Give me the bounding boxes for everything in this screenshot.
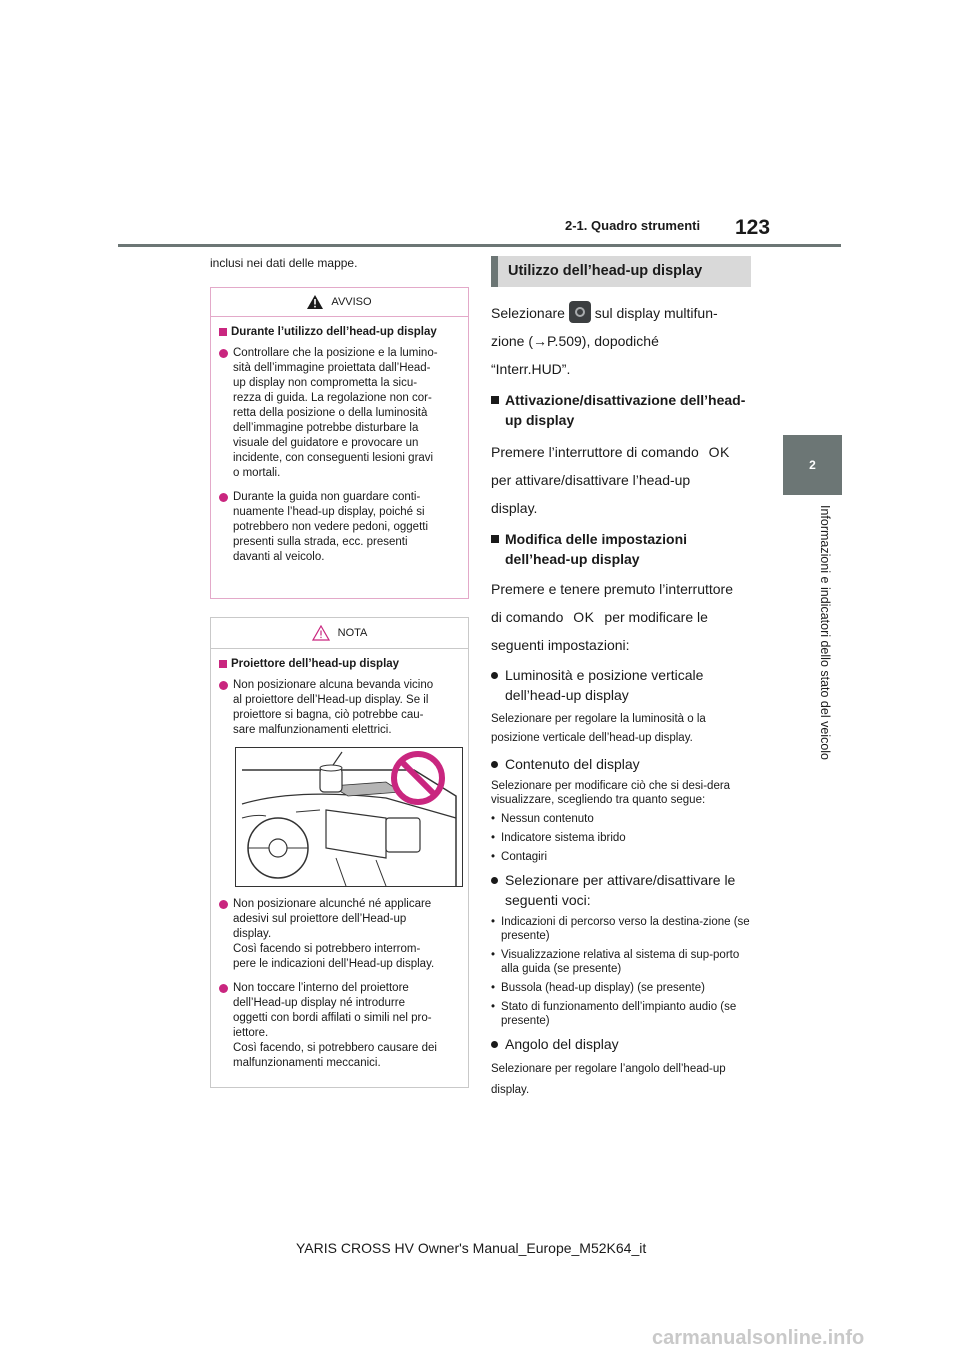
subheading-settings: Modifica delle impostazioni dell’head-up display <box>491 529 751 569</box>
chapter-title: Informazioni e indicatori dello stato del veicolo <box>818 505 832 760</box>
manual-footer: YARIS CROSS HV Owner's Manual_Europe_M52K64_it <box>296 1240 647 1256</box>
toggle-instruction: Premere l’interruttore di comando OK <box>491 444 730 460</box>
ok-switch-label: OK <box>708 444 730 460</box>
section-heading: Utilizzo dell’head-up display <box>491 256 751 287</box>
circle-bullet-icon <box>219 349 228 358</box>
option-brightness-desc: Selezionare per regolare la luminosità o la posizione verticale dell’head-up display. <box>491 713 706 744</box>
circle-bullet-icon <box>491 761 498 768</box>
select-instruction: Selezionare sul display multifun- <box>491 299 751 327</box>
warning-heading: Durante l’utilizzo dell’head-up display <box>219 325 460 340</box>
warning-title: AVVISO <box>331 296 372 308</box>
header-rule <box>118 244 841 247</box>
no-drinks-on-projector-illustration <box>235 747 463 887</box>
warning-triangle-icon <box>307 295 323 309</box>
option-content: Contenuto del display <box>491 754 751 774</box>
note-header <box>211 618 468 649</box>
warning-item: Controllare che la posizione e la lumino- sità dell’immagine proiettata dall’Head- up display non comprometta la sicu- rezza di guida. La regolazione non cor- retta della posizione o della luminosità dell’immagine potrebbe disturbare la visuale del guidatore e provocare un incidente, con conseguenti lesioni gravi o mortali. <box>219 346 460 481</box>
list-item: • Indicazioni di percorso verso la destina-zione (se presente) <box>491 915 751 943</box>
select-instruction-line3: “Interr.HUD”. <box>491 361 571 377</box>
circle-bullet-icon <box>491 877 498 884</box>
warning-header <box>211 288 468 317</box>
circle-bullet-icon <box>491 672 498 679</box>
caution-triangle-icon <box>312 625 330 641</box>
prohibited-icon <box>390 750 446 806</box>
content-options-list <box>491 812 751 864</box>
page-number: 123 <box>735 216 771 239</box>
circle-bullet-icon <box>219 493 228 502</box>
option-content-desc: Selezionare per modificare ciò che si desi-dera visualizzare, scegliendo tra quanto segue: <box>491 780 731 806</box>
toggle-items-list <box>491 915 751 1028</box>
note-item: Non toccare l’interno del proiettore dell’Head-up display né introdurre oggetti con bordi affilati o simili nel pro- iettore. Così facendo, si potrebbero causare dei malfunzionamenti meccanici. <box>219 981 460 1071</box>
circle-bullet-icon <box>219 984 228 993</box>
chapter-tab[interactable]: 2 <box>783 435 842 495</box>
option-angle-desc: Selezionare per regolare l’angolo dell’head-up display. <box>491 1063 726 1096</box>
square-bullet-icon <box>491 396 499 404</box>
toggle-instruction-line2: per attivare/disattivare l’head-up <box>491 472 691 488</box>
intro-text: inclusi nei dati delle mappe. <box>210 256 358 270</box>
ok-switch-label: OK <box>573 609 595 625</box>
note-item: Non posizionare alcuna bevanda vicino al proiettore dell’Head-up display. Se il proiettore si bagna, ciò potrebbe cau- sare malfunzionamenti elettrici. <box>219 678 460 738</box>
right-column <box>491 256 751 1101</box>
square-bullet-icon <box>219 660 227 668</box>
list-item: • Nessun contenuto <box>491 812 751 826</box>
select-instruction-line2: zione (→P.509), dopodiché <box>491 333 659 349</box>
settings-gear-icon <box>569 301 591 323</box>
circle-bullet-icon <box>219 900 228 909</box>
note-item: Non posizionare alcunché né applicare adesivi sul proiettore dell’Head-up display. Così facendo si potrebbero interrom- pere le indicazioni dell’Head-up display. <box>219 897 460 972</box>
option-angle: Angolo del display <box>491 1034 751 1054</box>
square-bullet-icon <box>491 535 499 543</box>
list-item: • Stato di funzionamento dell’impianto audio (se presente) <box>491 1000 751 1028</box>
settings-instruction-line2: di comando OK per modificare le <box>491 609 708 625</box>
square-bullet-icon <box>219 328 227 336</box>
warning-item: Durante la guida non guardare conti- nuamente l’head-up display, poiché si potrebbero non vedere pedoni, oggetti presenti sulla strada, ecc. presenti davanti al veicolo. <box>219 490 460 565</box>
list-item: • Visualizzazione relativa al sistema di sup-porto alla guida (se presente) <box>491 948 751 976</box>
section-title: 2-1. Quadro strumenti <box>565 218 701 233</box>
list-item: • Indicatore sistema ibrido <box>491 831 751 845</box>
settings-instruction-line3: seguenti impostazioni: <box>491 637 630 653</box>
list-item: • Contagiri <box>491 850 751 864</box>
circle-bullet-icon <box>219 681 228 690</box>
list-item: • Bussola (head-up display) (se presente) <box>491 981 751 995</box>
note-title: NOTA <box>337 627 368 639</box>
note-heading: Proiettore dell’head-up display <box>219 657 460 672</box>
toggle-instruction-line3: display. <box>491 500 538 516</box>
watermark: carmanualsonline.info <box>652 1327 865 1349</box>
option-brightness: Luminosità e posizione verticale dell’head-up display <box>491 665 751 705</box>
note-box <box>210 617 469 1088</box>
subheading-toggle: Attivazione/disattivazione dell’head-up display <box>491 390 751 430</box>
option-toggle-items: Selezionare per attivare/disattivare le seguenti voci: <box>491 870 751 910</box>
warning-box <box>210 287 469 599</box>
settings-instruction: Premere e tenere premuto l’interruttore <box>491 581 733 597</box>
circle-bullet-icon <box>491 1041 498 1048</box>
